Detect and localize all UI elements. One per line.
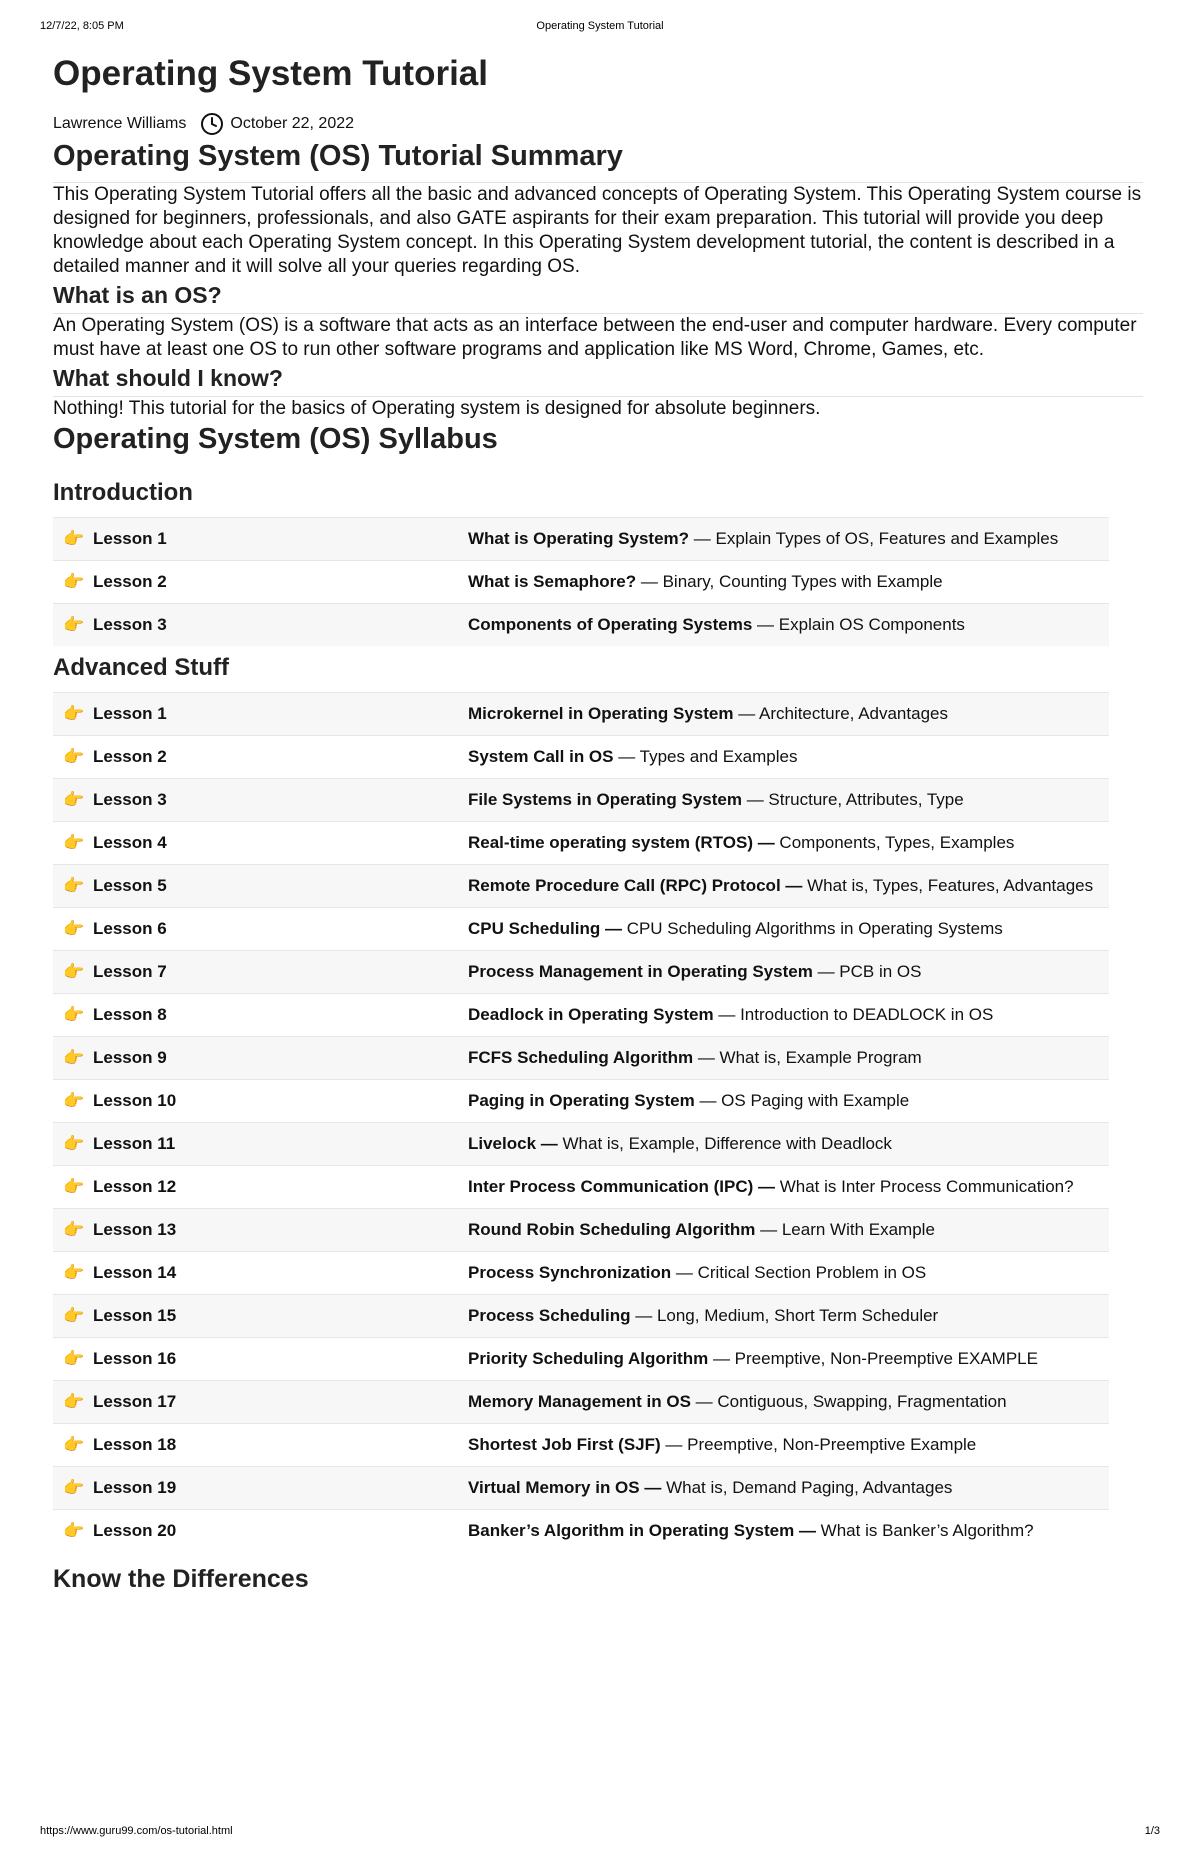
lesson-cell [53, 561, 468, 604]
lesson-description [468, 1123, 1109, 1166]
lesson-table-advanced [53, 692, 1109, 1552]
lesson-cell [53, 779, 468, 822]
pointing-hand-icon: 👉 [63, 1521, 85, 1540]
lesson-link[interactable]: Microkernel in Operating System [468, 704, 734, 723]
pointing-hand-icon: 👉 [63, 704, 85, 723]
table-row[interactable] [53, 1166, 1109, 1209]
lesson-label: Lesson 1 [93, 704, 167, 723]
what-know-heading: What should I know? [53, 365, 283, 391]
lesson-label: Lesson 4 [93, 833, 167, 852]
lesson-link[interactable]: Deadlock in Operating System [468, 1005, 714, 1024]
lesson-link[interactable]: Components of Operating Systems [468, 615, 753, 634]
pointing-hand-icon: 👉 [63, 1392, 85, 1411]
lesson-cell [53, 865, 468, 908]
table-row[interactable] [53, 1381, 1109, 1424]
what-is-os-heading: What is an OS? [53, 282, 222, 308]
lesson-summary: — PCB in OS [812, 962, 922, 981]
lesson-cell [53, 1510, 468, 1553]
lesson-link[interactable]: CPU Scheduling — [468, 919, 622, 938]
lesson-summary: — What is, Example Program [693, 1048, 922, 1067]
lesson-link[interactable]: Process Management in Operating System [468, 962, 813, 981]
table-row[interactable] [53, 779, 1109, 822]
lesson-table-introduction [53, 517, 1109, 646]
lesson-cell [53, 518, 468, 561]
lesson-cell [53, 693, 468, 736]
lesson-summary: — Explain Types of OS, Features and Examples [689, 529, 1059, 548]
lesson-link[interactable]: What is Semaphore? [468, 572, 637, 591]
lesson-description [468, 1209, 1109, 1252]
lesson-description [468, 693, 1109, 736]
pointing-hand-icon: 👉 [63, 1263, 85, 1282]
group-title-introduction: Introduction [53, 479, 193, 506]
lesson-cell [53, 736, 468, 779]
pointing-hand-icon: 👉 [63, 962, 85, 981]
lesson-summary: — Introduction to DEADLOCK in OS [713, 1005, 994, 1024]
lesson-summary: — Preemptive, Non-Preemptive Example [660, 1435, 977, 1454]
what-is-os-text: An Operating System (OS) is a software that acts as an interface between the end-user and computer hardware. Every computer must have at least one OS to run other software programs and application like MS Word, Chrome, Games, etc. [53, 315, 1137, 360]
lesson-cell [53, 1123, 468, 1166]
lesson-summary: What is, Example, Difference with Deadlock [557, 1134, 892, 1153]
page-title: Operating System Tutorial [53, 54, 488, 93]
lesson-summary: — Binary, Counting Types with Example [636, 572, 943, 591]
lesson-description [468, 1252, 1109, 1295]
lesson-description [468, 1381, 1109, 1424]
lesson-label: Lesson 1 [93, 529, 167, 548]
table-row[interactable] [53, 908, 1109, 951]
lesson-cell [53, 1209, 468, 1252]
syllabus-heading: Operating System (OS) Syllabus [53, 423, 498, 455]
table-row[interactable] [53, 518, 1109, 561]
lesson-label: Lesson 3 [93, 615, 167, 634]
lesson-link[interactable]: Round Robin Scheduling Algorithm [468, 1220, 756, 1239]
article [53, 52, 1143, 1619]
summary-text: This Operating System Tutorial offers all the basic and advanced concepts of Operating System. This Operating System course is designed for beginners, professionals, and also GATE aspirants for their exam preparation. This tutorial will provide you deep knowledge about each Operating System concept. In this Operating System development tutorial, the content is described in a detailed manner and it will solve all your queries regarding OS. [53, 184, 1142, 277]
table-row[interactable] [53, 1295, 1109, 1338]
lesson-label: Lesson 17 [93, 1392, 177, 1411]
lesson-label: Lesson 18 [93, 1435, 177, 1454]
lesson-summary: What is Banker’s Algorithm? [815, 1521, 1034, 1540]
pointing-hand-icon: 👉 [63, 919, 85, 938]
lesson-label: Lesson 20 [93, 1521, 177, 1540]
table-row[interactable] [53, 1510, 1109, 1553]
lesson-cell [53, 1037, 468, 1080]
lesson-label: Lesson 2 [93, 572, 167, 591]
lesson-link[interactable]: FCFS Scheduling Algorithm [468, 1048, 694, 1067]
table-row[interactable] [53, 693, 1109, 736]
lesson-cell [53, 1295, 468, 1338]
pointing-hand-icon: 👉 [63, 1134, 85, 1153]
lesson-cell [53, 1467, 468, 1510]
lesson-description [468, 1037, 1109, 1080]
lesson-description [468, 604, 1109, 647]
what-know-text: Nothing! This tutorial for the basics of Operating system is designed for absolute beginners. [53, 398, 821, 419]
lesson-summary: — Architecture, Advantages [733, 704, 948, 723]
lesson-summary: — Types and Examples [613, 747, 798, 766]
lesson-summary: — Learn With Example [755, 1220, 935, 1239]
lesson-cell [53, 822, 468, 865]
lesson-label: Lesson 9 [93, 1048, 167, 1067]
lesson-cell [53, 908, 468, 951]
lesson-label: Lesson 2 [93, 747, 167, 766]
lesson-link[interactable]: Shortest Job First (SJF) [468, 1435, 661, 1454]
pointing-hand-icon: 👉 [63, 1478, 85, 1497]
lesson-summary: What is, Types, Features, Advantages [802, 876, 1094, 895]
lesson-link[interactable]: File Systems in Operating System [468, 790, 742, 809]
table-row[interactable] [53, 1209, 1109, 1252]
lesson-cell [53, 604, 468, 647]
lesson-summary: — Structure, Attributes, Type [741, 790, 964, 809]
lesson-label: Lesson 14 [93, 1263, 177, 1282]
lesson-label: Lesson 11 [93, 1134, 176, 1153]
lesson-summary: CPU Scheduling Algorithms in Operating Systems [621, 919, 1003, 938]
pointing-hand-icon: 👉 [63, 572, 85, 591]
lesson-link[interactable]: Virtual Memory in OS — [468, 1478, 662, 1497]
table-row[interactable] [53, 561, 1109, 604]
lesson-description [468, 865, 1109, 908]
pointing-hand-icon: 👉 [63, 1005, 85, 1024]
table-row[interactable] [53, 1467, 1109, 1510]
lesson-label: Lesson 3 [93, 790, 167, 809]
lesson-link[interactable]: Inter Process Communication (IPC) — [468, 1177, 775, 1196]
table-row[interactable] [53, 994, 1109, 1037]
group-title-advanced: Advanced Stuff [53, 654, 230, 681]
lesson-description [468, 822, 1109, 865]
table-row[interactable] [53, 865, 1109, 908]
pointing-hand-icon: 👉 [63, 1435, 85, 1454]
lesson-description [468, 1295, 1109, 1338]
lesson-description [468, 908, 1109, 951]
table-row[interactable] [53, 1080, 1109, 1123]
table-row[interactable] [53, 822, 1109, 865]
lesson-description [468, 994, 1109, 1037]
lesson-link[interactable]: Process Scheduling [468, 1306, 631, 1325]
lesson-summary: — Preemptive, Non-Preemptive EXAMPLE [708, 1349, 1038, 1368]
lesson-summary: What is, Demand Paging, Advantages [661, 1478, 953, 1497]
lesson-summary: What is Inter Process Communication? [775, 1177, 1074, 1196]
lesson-description [468, 518, 1109, 561]
clock-icon [200, 112, 224, 136]
table-row[interactable] [53, 951, 1109, 994]
lesson-description [468, 736, 1109, 779]
author-link[interactable]: Lawrence Williams [53, 115, 187, 132]
pointing-hand-icon: 👉 [63, 1220, 85, 1239]
lesson-label: Lesson 12 [93, 1177, 177, 1196]
lesson-label: Lesson 16 [93, 1349, 177, 1368]
lesson-link[interactable]: Banker’s Algorithm in Operating System — [468, 1521, 816, 1540]
lesson-cell [53, 1381, 468, 1424]
print-page-number: 1/3 [1144, 1825, 1160, 1837]
lesson-description [468, 951, 1109, 994]
lesson-label: Lesson 8 [93, 1005, 167, 1024]
pointing-hand-icon: 👉 [63, 529, 85, 548]
know-differences-heading: Know the Differences [53, 1565, 309, 1593]
table-row[interactable] [53, 1037, 1109, 1080]
summary-heading: Operating System (OS) Tutorial Summary [53, 140, 623, 172]
lesson-link[interactable]: Process Synchronization [468, 1263, 672, 1282]
lesson-description [468, 1166, 1109, 1209]
lesson-cell [53, 1080, 468, 1123]
lesson-summary: — Contiguous, Swapping, Fragmentation [690, 1392, 1007, 1411]
lesson-link[interactable]: Real-time operating system (RTOS) — [468, 833, 775, 852]
lesson-link[interactable]: System Call in OS [468, 747, 614, 766]
lesson-summary: — Critical Section Problem in OS [671, 1263, 927, 1282]
lesson-summary: — OS Paging with Example [694, 1091, 910, 1110]
lesson-description [468, 1424, 1109, 1467]
lesson-summary: Components, Types, Examples [774, 833, 1015, 852]
lesson-description [468, 1338, 1109, 1381]
lesson-link[interactable]: Memory Management in OS [468, 1392, 691, 1411]
lesson-cell [53, 1166, 468, 1209]
lesson-description [468, 561, 1109, 604]
pointing-hand-icon: 👉 [63, 1177, 85, 1196]
print-date: 12/7/22, 8:05 PM [40, 20, 124, 32]
lesson-label: Lesson 19 [93, 1478, 177, 1497]
pointing-hand-icon: 👉 [63, 876, 85, 895]
print-footer [40, 1825, 1160, 1841]
lesson-link[interactable]: Livelock — [468, 1134, 558, 1153]
table-row[interactable] [53, 1338, 1109, 1381]
lesson-cell [53, 1338, 468, 1381]
pointing-hand-icon: 👉 [63, 1349, 85, 1368]
lesson-summary: — Explain OS Components [752, 615, 965, 634]
pointing-hand-icon: 👉 [63, 790, 85, 809]
lesson-label: Lesson 7 [93, 962, 167, 981]
table-row[interactable] [53, 736, 1109, 779]
lesson-link[interactable]: Paging in Operating System [468, 1091, 695, 1110]
pointing-hand-icon: 👉 [63, 1091, 85, 1110]
lesson-cell [53, 994, 468, 1037]
pointing-hand-icon: 👉 [63, 1048, 85, 1067]
lesson-label: Lesson 13 [93, 1220, 177, 1239]
lesson-link[interactable]: What is Operating System? [468, 529, 690, 548]
print-title: Operating System Tutorial [536, 20, 664, 32]
table-row[interactable] [53, 1252, 1109, 1295]
lesson-cell [53, 1424, 468, 1467]
lesson-label: Lesson 5 [93, 876, 167, 895]
lesson-cell [53, 951, 468, 994]
print-url: https://www.guru99.com/os-tutorial.html [40, 1825, 233, 1837]
lesson-description [468, 779, 1109, 822]
lesson-link[interactable]: Remote Procedure Call (RPC) Protocol — [468, 876, 803, 895]
table-row[interactable] [53, 604, 1109, 647]
lesson-description [468, 1080, 1109, 1123]
pointing-hand-icon: 👉 [63, 747, 85, 766]
pointing-hand-icon: 👉 [63, 833, 85, 852]
print-header [40, 20, 1160, 36]
lesson-description [468, 1467, 1109, 1510]
lesson-description [468, 1510, 1109, 1553]
table-row[interactable] [53, 1424, 1109, 1467]
publish-date: October 22, 2022 [230, 115, 355, 132]
table-row[interactable] [53, 1123, 1109, 1166]
lesson-label: Lesson 10 [93, 1091, 177, 1110]
lesson-link[interactable]: Priority Scheduling Algorithm [468, 1349, 709, 1368]
article-meta [53, 110, 1143, 138]
pointing-hand-icon: 👉 [63, 615, 85, 634]
lesson-label: Lesson 6 [93, 919, 167, 938]
lesson-cell [53, 1252, 468, 1295]
pointing-hand-icon: 👉 [63, 1306, 85, 1325]
lesson-label: Lesson 15 [93, 1306, 177, 1325]
lesson-summary: — Long, Medium, Short Term Scheduler [630, 1306, 939, 1325]
